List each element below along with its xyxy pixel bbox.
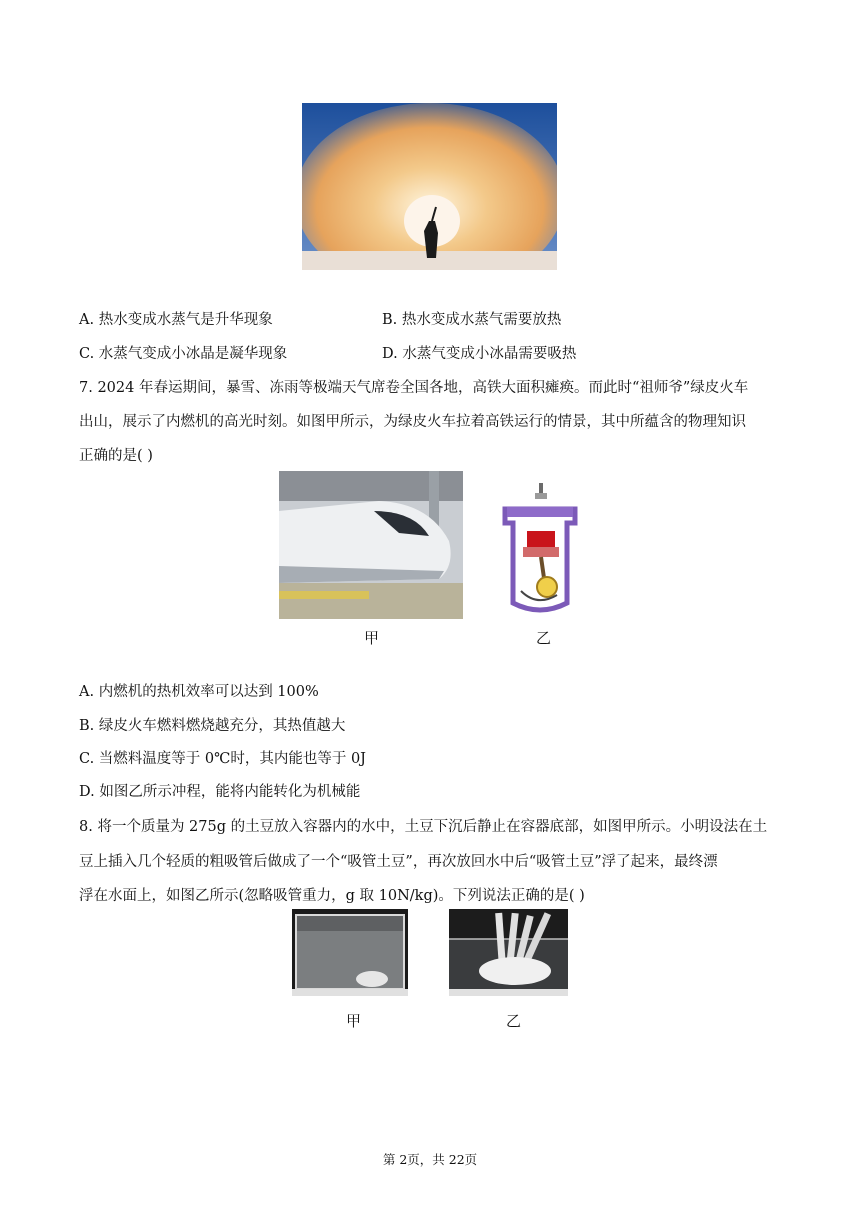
diagram-engine-stroke-graphic <box>497 483 583 617</box>
q7-option-b: B. 绿皮火车燃料燃烧越充分，其热值越大 <box>79 718 346 734</box>
q8-caption-b: 乙 <box>506 1012 522 1030</box>
q7-stem-line-2: 出山，展示了内燃机的高光时刻。如图甲所示，为绿皮火车拉着高铁运行的情景，其中所蕴含的物理知识 <box>79 414 746 430</box>
photo-high-speed-train <box>279 471 463 619</box>
q7-stem-line-1: 7. 2024 年春运期间，暴雪、冻雨等极端天气席卷全国各地，高铁大面积瘫痪。而此时“祖师爷”绿皮火车 <box>79 380 749 396</box>
q8-stem-line-3: 浮在水面上，如图乙所示(忽略吸管重力，g 取 10N/kg)。下列说法正确的是( ) <box>79 888 585 904</box>
photo-potato-floating <box>449 909 568 996</box>
q7-option-d: D. 如图乙所示冲程，能将内能转化为机械能 <box>79 784 361 800</box>
diagram-engine-stroke <box>497 483 583 617</box>
photo-potato-floating-graphic <box>449 909 568 996</box>
photo-potato-sunk-graphic <box>292 909 408 996</box>
photo-hot-water-throw-graphic <box>302 103 557 270</box>
photo-hot-water-throw <box>302 103 557 270</box>
q7-caption-b: 乙 <box>536 629 552 647</box>
q7-caption-a: 甲 <box>364 629 380 647</box>
photo-high-speed-train-graphic <box>279 471 463 619</box>
q7-option-a: A. 内燃机的热机效率可以达到 100% <box>79 684 319 700</box>
q7-stem-line-3: 正确的是( ) <box>79 448 153 464</box>
page-footer: 第 2页，共 22页 <box>382 1152 478 1167</box>
q6-option-a: A. 热水变成水蒸气是升华现象 <box>79 312 273 328</box>
q6-option-c: C. 水蒸气变成小冰晶是凝华现象 <box>79 346 288 362</box>
q8-stem-line-1: 8. 将一个质量为 275g 的土豆放入容器内的水中，土豆下沉后静止在容器底部，如图甲所示。小明设法在土 <box>79 819 768 835</box>
q8-stem-line-2: 豆上插入几个轻质的粗吸管后做成了一个“吸管土豆”，再次放回水中后“吸管土豆”浮了起来，最终漂 <box>79 854 718 870</box>
q6-option-b: B. 热水变成水蒸气需要放热 <box>382 312 562 328</box>
q7-option-c: C. 当燃料温度等于 0℃时，其内能也等于 0J <box>79 751 366 767</box>
q8-caption-a: 甲 <box>346 1012 362 1030</box>
photo-potato-sunk <box>292 909 408 996</box>
q6-option-d: D. 水蒸气变成小冰晶需要吸热 <box>382 346 577 362</box>
